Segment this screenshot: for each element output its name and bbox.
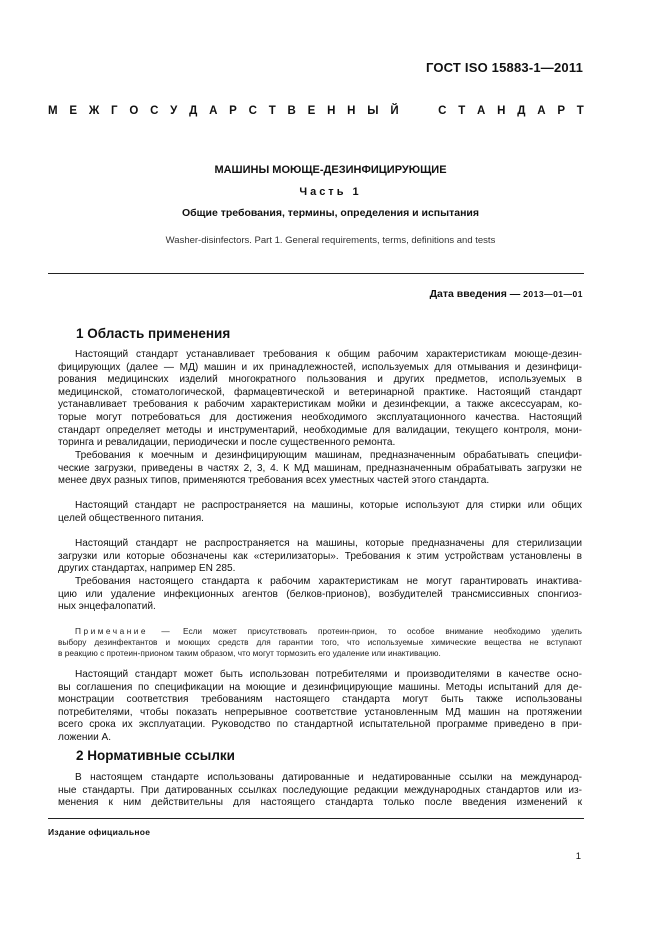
text-line: Настоящий стандарт может быть использован потребителями и производителями в качестве осно- — [75, 669, 582, 680]
introduction-date — [430, 288, 583, 300]
page-number: 1 — [575, 851, 581, 862]
text-line: менения к ним действительны для настоящего стандарта только после введения изменений к — [58, 797, 582, 809]
heading-letter: А — [209, 105, 218, 117]
heading-letter: Е — [307, 105, 316, 117]
heading-letter: С — [438, 105, 447, 117]
section-1-paragraph — [58, 669, 582, 745]
text-line: ческие загрузки, приведены в частях 2, 3, 4. К МД машинам, предназначенным обрабатывать загрузки не — [58, 462, 582, 474]
heading-gap — [410, 105, 426, 117]
text-line: торые могут потребоваться для достижения необходимого эксплуатационного качества. Настоящий — [58, 411, 582, 423]
heading-letter: Й — [390, 105, 399, 117]
text-line: ных энцефалопатий. — [58, 601, 156, 613]
text-line: целей общественного питания. — [58, 512, 204, 524]
text-line: стандарт определяет методы и инструментарий, необходимые для валидации, текущего контроля, мони- — [58, 424, 582, 436]
heading-letter: Е — [69, 105, 78, 117]
text-line: торинга и ревалидации, периодически и после существенного ремонта. — [58, 437, 396, 449]
text-line: Настоящий стандарт не распространяется на машины, которые используют для стирки или общих — [75, 500, 582, 511]
text-line: устанавливает требования к рабочим характеристикам мойки и дезинфекции, а также аксессуарам, ко- — [58, 399, 582, 411]
divider-line — [48, 273, 584, 274]
standard-code: ГОСТ ISO 15883-1—2011 — [425, 60, 583, 75]
section-1-paragraph — [58, 450, 582, 488]
text-line: загрузки или которые обозначены как «стерилизаторы». Требования к этим устройствам установлены в — [58, 550, 582, 562]
text-line: ложении А. — [58, 731, 112, 743]
text-line: менее двух разных типов, применяются требования всех уместных частей этого стандарта. — [58, 475, 490, 487]
heading-letter: Д — [517, 105, 526, 117]
heading-letter: Н — [497, 105, 506, 117]
document-part: Часть 1 — [299, 186, 362, 198]
text-line: медицинской, стоматологической, фармацевтической и ветеринарной практике. Настоящий стандарт — [58, 386, 582, 398]
introduction-date-label: Дата введения — — [429, 288, 521, 300]
text-line: Требования настоящего стандарта к рабочим характеристикам не могут гарантировать инактива- — [75, 576, 582, 587]
heading-letter: Р — [557, 105, 565, 117]
text-line: монстрации соответствия требованиям настоящего стандарта могут быть также использованы — [58, 694, 582, 706]
note-block — [58, 626, 582, 659]
heading-letter: А — [537, 105, 546, 117]
document-title: МАШИНЫ МОЮЩЕ-ДЕЗИНФИЦИРУЮЩИЕ — [214, 164, 447, 176]
text-line: других стандартах, например EN 285. — [58, 563, 236, 575]
edition-label: Издание официальное — [48, 827, 151, 837]
heading-letter: С — [248, 105, 257, 117]
section-2-heading: 2 Нормативные ссылки — [76, 748, 235, 763]
english-title: Washer-disinfectors. Part 1. General requirements, terms, definitions and tests — [165, 235, 496, 246]
text-line: потребителями, чтобы показать непрерывное соответствие установленным МД машин на протяжении — [58, 706, 582, 718]
heading-letter: Г — [111, 105, 118, 117]
heading-letter: Н — [347, 105, 356, 117]
introduction-date-value: 2013—01—01 — [523, 289, 583, 299]
note-line — [58, 626, 582, 637]
heading-letter: У — [170, 105, 178, 117]
heading-letter: Д — [189, 105, 198, 117]
text-line: Настоящий стандарт устанавливает требования к общим рабочим характеристикам моюще-дезин- — [75, 349, 582, 360]
text-line: Требования к моечным и дезинфицирующим машинам, предназначенным обрабатывать специфи- — [75, 450, 582, 461]
note-line — [58, 637, 582, 648]
text-line: цию или удаление инфекционных агентов (белков-прионов), возбудителей трансмиссивных спонгиоз- — [58, 588, 582, 600]
text-line: фицирующих (далее — МД) машин и их принадлежностей, используемых для отмывания и дезинфици- — [58, 361, 582, 373]
note-label: Примечание — — [75, 626, 173, 636]
interstate-standard-heading — [48, 105, 584, 117]
heading-letter: А — [477, 105, 486, 117]
heading-letter: М — [48, 105, 58, 117]
section-1-heading: 1 Область применения — [76, 326, 231, 341]
note-line — [58, 648, 582, 659]
text-line: В настоящем стандарте использованы датированные и недатированные ссылки на международ- — [75, 772, 582, 783]
note-text: в реакцию с протеин-прионом таким образом, что могут тормозить его удаление или инактивацию. — [58, 648, 441, 658]
section-2-paragraph — [58, 772, 582, 810]
section-1-paragraph — [58, 576, 582, 614]
heading-letter: Р — [229, 105, 237, 117]
text-line: вы соглашения по спецификации на моющие и дезинфицирующие машины. Методы испытаний для де- — [58, 681, 582, 693]
heading-letter: В — [287, 105, 296, 117]
heading-letter: Т — [268, 105, 276, 117]
text-line: Настоящий стандарт не распространяется на машины, которые предназначены для стерилизации — [75, 538, 582, 549]
heading-letter: Н — [327, 105, 336, 117]
section-1-paragraph — [58, 500, 582, 525]
text-line: ные стандарты. При датированных ссылках последующие редакции международных стандартов или из- — [58, 784, 582, 796]
section-1-paragraph — [58, 538, 582, 576]
footer-divider-line — [48, 818, 584, 819]
heading-letter: С — [150, 105, 159, 117]
text-line: рования медицинских изделий многократного пользования и других предметов, используемых в — [58, 374, 582, 386]
heading-letter: Ы — [367, 105, 379, 117]
heading-letter: Т — [576, 105, 584, 117]
heading-letter: Ж — [88, 105, 100, 117]
note-text: Если может присутствовать протеин-прион, то особое внимание необходимо уделить — [183, 626, 582, 636]
note-text: выбору дезинфектантов и моющих средств для гарантии того, что используемые химические вещества не вступают — [58, 637, 582, 647]
section-1-paragraph — [58, 349, 582, 450]
heading-letter: О — [129, 105, 139, 117]
heading-letter: Т — [458, 105, 466, 117]
document-subtitle: Общие требования, термины, определения и испытания — [181, 207, 480, 219]
text-line: всего срока их эксплуатации. Руководство по стандартной испытательной программе приведено в при- — [58, 719, 582, 731]
